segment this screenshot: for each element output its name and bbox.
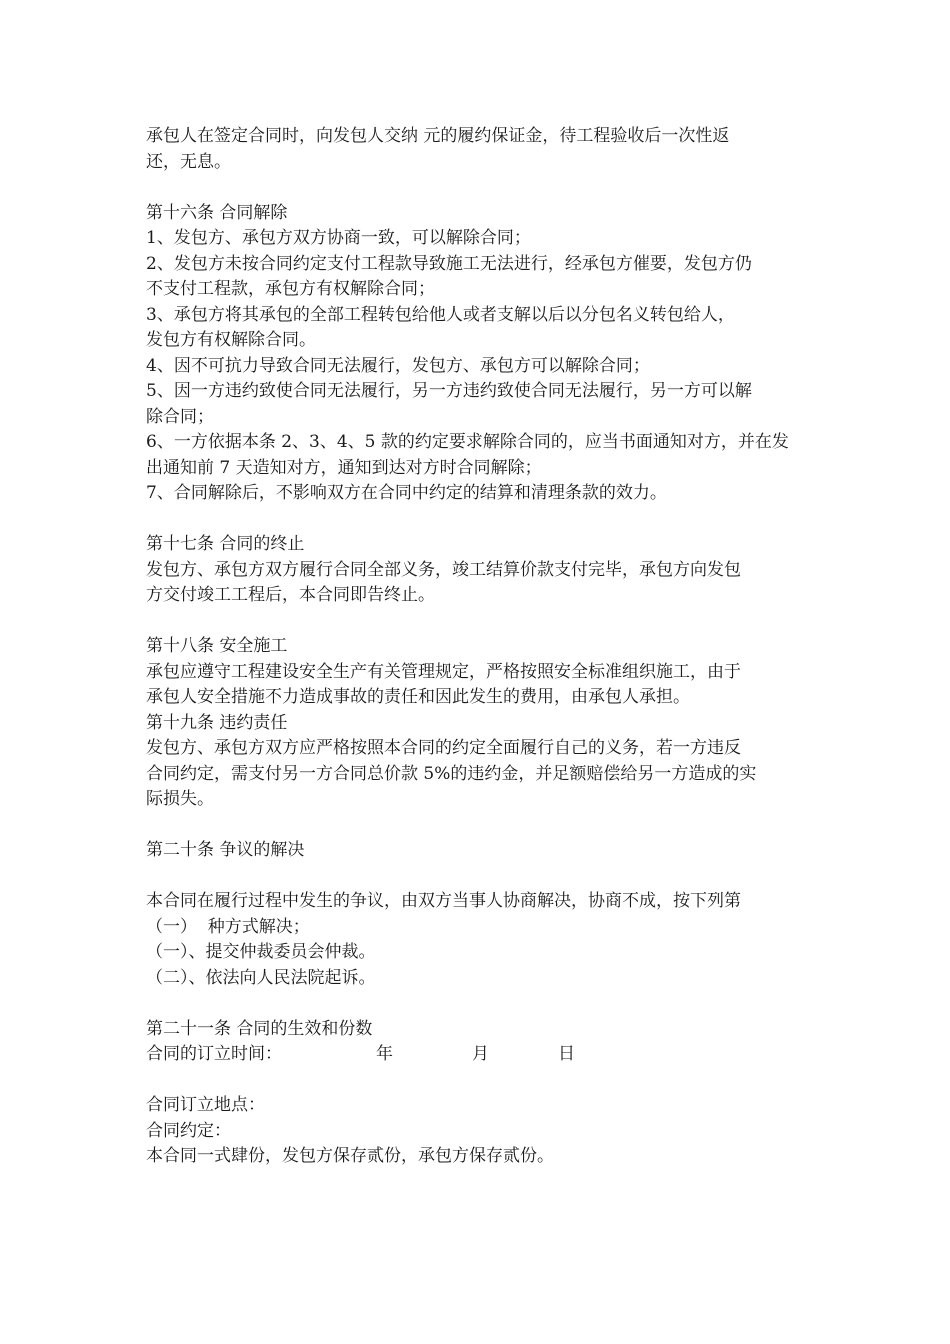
spacer: [146, 507, 810, 533]
article-16-title: 第十六条 合同解除: [146, 202, 288, 223]
article-21-title: 第二十一条 合同的生效和份数: [146, 1018, 373, 1039]
article-16-item-6-line-2: 出通知前 7 天造知对方，通知到达对方时合同解除；: [146, 457, 542, 478]
agreement-label: 合同约定：: [146, 1120, 231, 1141]
article-16-item-6-line-1: 6、一方依据本条 2、3、4、5 款的约定要求解除合同的，应当书面通知对方，并在发: [146, 432, 789, 452]
article-16-item-1: 1、发包方、承包方双方协商一致，可以解除合同；: [146, 228, 531, 248]
article-16-item-2-line-1: 2、发包方未按合同约定支付工程款导致施工无法进行，经承包方催要，发包方仍: [146, 253, 752, 274]
signing-date-row: [146, 1042, 810, 1068]
article-18-text-line-1: 承包应遵守工程建设安全生产有关管理规定，严格按照安全标准组织施工，由于: [146, 661, 741, 682]
article-19-text-line-1: 发包方、承包方双方应严格按照本合同的约定全面履行自己的义务，若一方违反: [146, 738, 741, 758]
article-20-text-line-1: 本合同在履行过程中发生的争议，由双方当事人协商解决，协商不成，按下列第: [146, 891, 741, 911]
article-19-text-line-2: 合同约定，需支付另一方合同总价款 5%的违约金，并足额赔偿给另一方造成的实: [146, 763, 757, 784]
spacer: [146, 1068, 810, 1094]
spacer: [146, 609, 810, 635]
article-16-item-4: 4、因不可抗力导致合同无法履行，发包方、承包方可以解除合同；: [146, 355, 650, 376]
article-20-title: 第二十条 争议的解决: [146, 840, 305, 860]
article-19-title: 第十九条 违约责任: [146, 712, 288, 733]
contract-page: [146, 124, 810, 1170]
article-16-item-2-line-2: 不支付工程款，承包方有权解除合同；: [146, 279, 435, 299]
article-16-item-5-line-2: 除合同；: [146, 406, 214, 427]
article-17-title: 第十七条 合同的终止: [146, 534, 305, 554]
article-16-item-5-line-1: 5、因一方违约致使合同无法履行，另一方违约致使合同无法履行，另一方可以解: [146, 381, 752, 401]
article-20-option-2: （二）、依法向人民法院起诉。: [146, 967, 376, 988]
article-16-item-3-line-1: 3、承包方将其承包的全部工程转包给他人或者支解以后以分包名义转包给人，: [146, 304, 735, 325]
signing-date-day: 日: [558, 1044, 575, 1064]
signing-date-month: 月: [472, 1044, 489, 1064]
copies-text: 本合同一式肆份，发包方保存贰份，承包方保存贰份。: [146, 1146, 554, 1166]
article-20-option-1: （一）、提交仲裁委员会仲裁。: [146, 942, 376, 962]
signing-place-label: 合同订立地点：: [146, 1095, 265, 1115]
article-18-title: 第十八条 安全施工: [146, 636, 288, 656]
article-20-text-line-2: （一） 种方式解决；: [146, 916, 310, 937]
spacer: [146, 175, 810, 201]
article-19-text-line-3: 际损失。: [146, 789, 214, 809]
signing-date-year: 年: [376, 1044, 393, 1064]
spacer: [146, 813, 810, 839]
article-18-text-line-2: 承包人安全措施不力造成事故的责任和因此发生的费用，由承包人承担。: [146, 687, 690, 707]
deposit-text-line-1: 承包人在签定合同时，向发包人交纳 元的履约保证金，待工程验收后一次性返: [146, 126, 730, 146]
deposit-text-line-2: 还，无息。: [146, 151, 231, 172]
signing-date-label: 合同的订立时间：: [146, 1044, 282, 1064]
article-17-text-line-1: 发包方、承包方双方履行合同全部义务，竣工结算价款支付完毕，承包方向发包: [146, 559, 741, 580]
spacer: [146, 864, 810, 890]
article-17-text-line-2: 方交付竣工工程后，本合同即告终止。: [146, 585, 435, 605]
spacer: [146, 991, 810, 1017]
article-16-item-3-line-2: 发包方有权解除合同。: [146, 330, 316, 350]
article-16-item-7: 7、合同解除后，不影响双方在合同中约定的结算和清理条款的效力。: [146, 483, 667, 503]
